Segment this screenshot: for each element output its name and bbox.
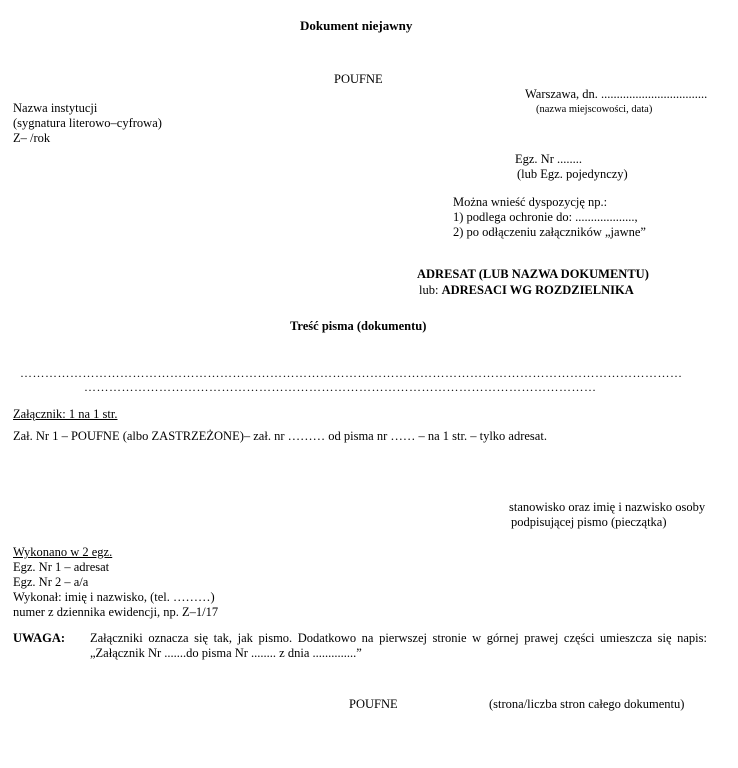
signature-line1: stanowisko oraz imię i nazwisko osoby <box>509 500 706 514</box>
disposition-item: 1) podlega ochronie do: ..................., <box>453 210 638 224</box>
place-date-caption: (nazwa miejscowości, data) <box>536 104 653 115</box>
page-count: (strona/liczba stron całego dokumentu) <box>489 697 685 711</box>
execution-line: Egz. Nr 2 – a/a <box>13 575 89 589</box>
execution-line: numer z dziennika ewidencji, np. Z–1/17 <box>13 605 219 619</box>
attachment-heading: Załącznik: 1 na 1 str. <box>13 407 118 421</box>
institution-signature: (sygnatura literowo–cyfrowa) <box>13 116 162 130</box>
body-dots-line: …………………………………………………………………………………………………………… <box>84 380 597 394</box>
institution-name: Nazwa instytucji <box>13 101 98 115</box>
disposition-item: 2) po odłączeniu załączników „jawne” <box>453 225 646 239</box>
addressee-distribution: ADRESACI WG ROZDZIELNIKA <box>441 283 634 297</box>
document-title: Dokument niejawny <box>300 18 413 33</box>
addressee-line1: ADRESAT (LUB NAZWA DOKUMENTU) <box>417 267 649 281</box>
body-heading: Treść pisma (dokumentu) <box>290 319 427 333</box>
place-date-line: Warszawa, dn. .................................. <box>525 87 708 101</box>
addressee-line2 <box>419 283 634 298</box>
classification-top: POUFNE <box>334 72 383 86</box>
execution-line: Wykonał: imię i nazwisko, (tel. ………) <box>13 590 215 604</box>
execution-heading: Wykonano w 2 egz. <box>13 545 113 559</box>
attachment-item: Zał. Nr 1 – POUFNE (albo ZASTRZEŻONE)– zał. nr ……… od pisma nr …… – na 1 str. – tylko adresat. <box>13 429 547 443</box>
disposition-intro: Można wnieść dyspozycję np.: <box>453 195 608 209</box>
execution-line: Egz. Nr 1 – adresat <box>13 560 110 574</box>
copy-alt: (lub Egz. pojedynczy) <box>517 167 628 181</box>
copy-number: Egz. Nr ........ <box>515 152 582 166</box>
body-dots-line: …………………………………………………………………………………………………………………………………………… <box>20 366 683 380</box>
addressee-prefix: lub: <box>419 283 442 297</box>
note-text: Załączniki oznacza się tak, jak pismo. Dodatkowo na pierwszej stronie w górnej prawej części umieszcza się napis: „Załącznik Nr .......do pisma Nr ........ z dnia ..............” <box>90 631 707 660</box>
note-label: UWAGA: <box>13 631 66 645</box>
classification-bottom: POUFNE <box>349 697 398 711</box>
signature-line2: podpisującej pismo (pieczątka) <box>511 515 667 529</box>
institution-ref: Z– /rok <box>13 131 51 145</box>
